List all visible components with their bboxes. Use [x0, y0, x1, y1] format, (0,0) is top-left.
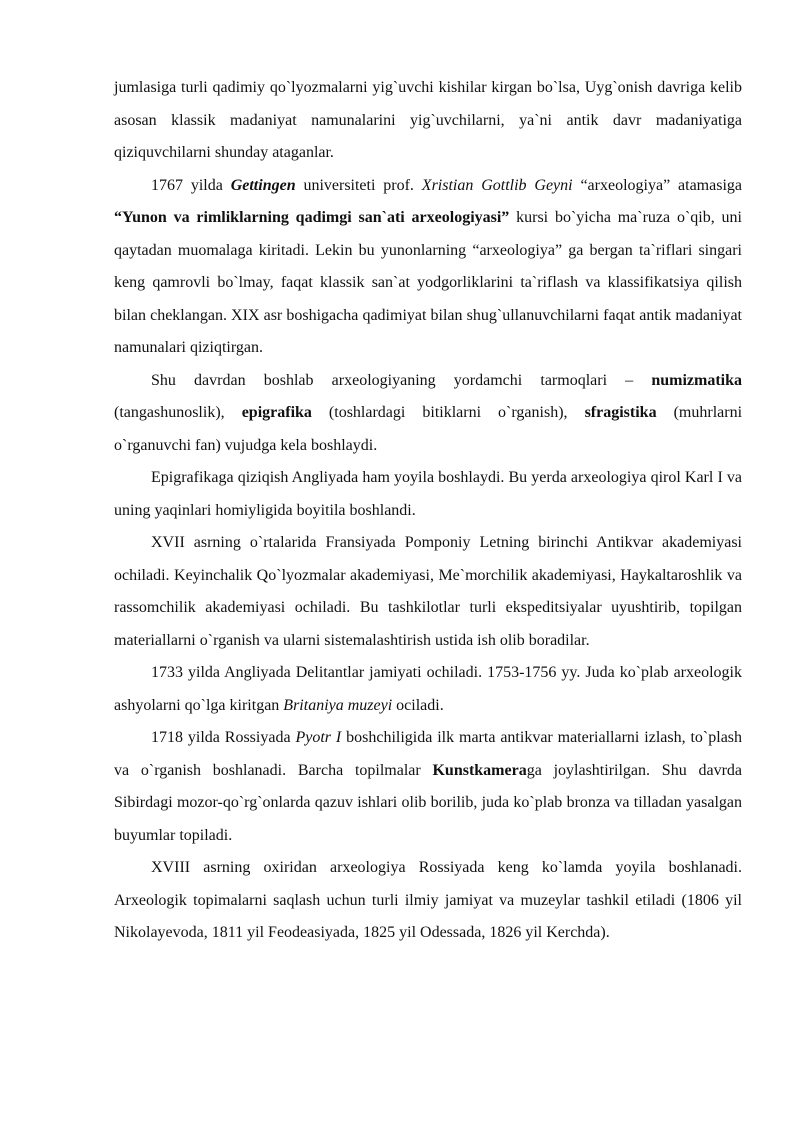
- paragraph: [114, 722, 742, 852]
- emphasized-text: Gettingen: [230, 176, 296, 194]
- text-run: (muhrlarni o`rganuvchi fan) vujudga kela boshlaydi.: [114, 404, 743, 454]
- text-run: (toshlardagi bitiklarni o`rganish),: [311, 404, 585, 421]
- paragraph: [114, 657, 742, 722]
- emphasized-text: Britaniya muzeyi: [283, 696, 393, 714]
- document-page: [114, 72, 742, 950]
- paragraph: [114, 462, 742, 527]
- text-run: 1718 yilda Rossiyada: [151, 729, 296, 746]
- emphasized-text: Kunstkamera: [432, 761, 527, 779]
- text-run: boshchiligida ilk marta antikvar materiallarni izlash, to`plash va o`rganish boshlanadi. Barcha topilmalar: [114, 729, 743, 779]
- paragraph: [114, 72, 742, 170]
- text-run: Epigrafikaga qiziqish Angliyada ham yoyila boshlaydi. Bu yerda arxeologiya qirol Karl I va uning yaqinlari homiyligida boyitila boshlandi.: [114, 469, 742, 519]
- text-run: XVII asrning o`rtalarida Fransiyada Pomponiy Letning birinchi Antikvar akademiyasi ochiladi. Keyinchalik Qo`lyozmalar akademiyasi, Me`morchilik akademiyasi, Haykaltaroshlik va rassomchilik akademiyasi ochiladi. Bu tashkilotlar turli ekspeditsiyalar uyushtirib, topilgan materiallarni o`rganish va ularni sistemalashtirish ustida ish olib boradilar.: [114, 534, 742, 649]
- paragraph: [114, 527, 742, 657]
- emphasized-text: sfragistika: [584, 404, 657, 421]
- text-run: kursi bo`yicha ma`ruza o`qib, uni qaytadan muomalaga kiritadi. Lekin bu yunonlarning “arxeologiya” ga bergan ta`riflari singari keng qamrovli bo`lmay, faqat klassik san`at yodgorliklarini ta`riflash va klassifikatsiya qilish bilan cheklangan. XIX asr boshigacha qadimiyat bilan shug`ullanuvchilarni faqat antik madaniyat namunalari qiziqtirgan.: [114, 209, 742, 356]
- text-run: jumlasiga turli qadimiy qo`lyozmalarni yig`uvchi kishilar kirgan bo`lsa, Uyg`onish davriga kelib asosan klassik madaniyat namunalarini yig`uvchilarni, ya`ni antik davr madaniyatiga qiziquvchilarni shunday ataganlar.: [114, 79, 742, 161]
- text-run: (tangashunoslik),: [114, 404, 242, 421]
- text-run: “arxeologiya” atamasiga: [572, 176, 743, 194]
- paragraph: [114, 365, 742, 463]
- text-run: 1733 yilda Angliyada Delitantlar jamiyati ochiladi. 1753-1756 yy. Juda ko`plab arxeologik ashyolarni qo`lga kiritgan: [114, 664, 742, 714]
- paragraph: [114, 852, 742, 950]
- text-run: Shu davrdan boshlab arxeologiyaning yordamchi tarmoqlari –: [151, 371, 652, 389]
- text-run: ga joylashtirilgan. Shu davrda Sibirdagi mozor-qo`rg`onlarda qazuv ishlari olib borilib, juda ko`plab bronza va tilladan yasalgan buyumlar topiladi.: [114, 761, 742, 844]
- text-run: ociladi.: [392, 696, 444, 714]
- paragraph: [114, 170, 742, 365]
- text-run: XVIII asrning oxiridan arxeologiya Rossiyada keng ko`lamda yoyila boshlanadi. Arxeologik topimalarni saqlash uchun turli ilmiy jamiyat va muzeylar tashkil etiladi (1806 yil Nikolayevoda, 1811 yil Feodeasiyada, 1825 yil Odessada, 1826 yil Kerchda).: [114, 859, 742, 941]
- emphasized-text: Pyotr I: [295, 729, 342, 746]
- emphasized-text: Xristian Gottlib Geyni: [421, 176, 573, 194]
- emphasized-text: numizmatika: [651, 371, 742, 389]
- emphasized-text: “Yunon va rimliklarning qadimgi san`ati arxeologiyasi”: [114, 209, 510, 226]
- text-run: universiteti prof.: [295, 176, 422, 194]
- text-run: 1767 yilda: [151, 176, 231, 194]
- emphasized-text: epigrafika: [241, 404, 312, 421]
